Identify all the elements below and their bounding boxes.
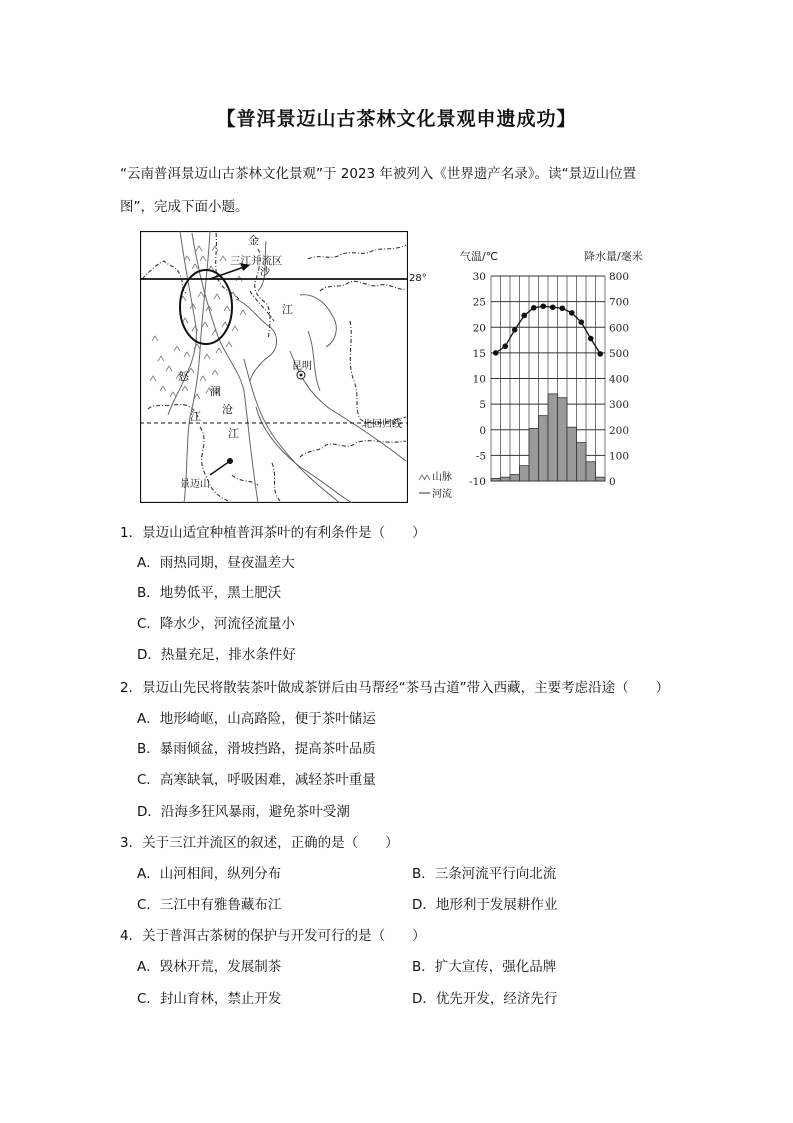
precip-bar	[510, 475, 520, 481]
q4-option-d[interactable]: D．优先开发，经济先行	[412, 991, 558, 1007]
label-tropic: 北回归线	[362, 419, 402, 430]
ylabel-right: 降水量/毫米	[584, 250, 643, 263]
ytick-left: 25	[472, 296, 486, 309]
ytick-left: 30	[472, 271, 486, 283]
temp-point	[597, 351, 603, 357]
figure	[138, 228, 698, 504]
ytick-right: 700	[609, 296, 630, 309]
q3-option-a[interactable]: A．山河相间，纵列分布	[137, 866, 282, 882]
temp-point	[550, 304, 556, 310]
label-jiang-lancang: 江	[228, 427, 239, 440]
legend-river: 河流	[432, 489, 452, 500]
label-sanjiang: 三江并流区	[230, 255, 283, 267]
ytick-right: 500	[609, 347, 630, 360]
question-2-stem: 2．景迈山先民将散装茶叶做成茶饼后由马帮经“茶马古道”带入西藏，主要考虑沿途（ ）	[120, 680, 670, 696]
q4-option-b[interactable]: B．扩大宣传，强化品牌	[412, 959, 557, 975]
ytick-left: 15	[472, 347, 486, 360]
q1-option-b[interactable]: B．地势低平，黑土肥沃	[137, 585, 282, 601]
climate-chart	[456, 246, 686, 504]
precip-bar	[567, 427, 577, 481]
question-1-stem: 1．景迈山适宜种植普洱茶叶的有利条件是（ ）	[120, 525, 426, 541]
location-map	[140, 231, 408, 503]
q1-option-c[interactable]: C．降水少，河流径流量小	[137, 616, 295, 632]
precip-bar	[596, 477, 606, 481]
precip-bar	[520, 466, 530, 481]
temp-point	[578, 319, 584, 325]
ytick-left: -10	[469, 476, 486, 488]
q4-option-a[interactable]: A．毁林开荒，发展制茶	[137, 959, 282, 975]
ytick-right: 600	[609, 322, 630, 335]
q3-option-b[interactable]: B．三条河流平行向北流	[412, 866, 557, 882]
q4-option-c[interactable]: C．封山育林，禁止开发	[137, 991, 282, 1007]
ylabel-left: 气温/℃	[460, 250, 499, 263]
temp-point	[559, 305, 565, 311]
q3-option-d[interactable]: D．地形利于发展耕作业	[412, 897, 558, 913]
ytick-right: 800	[609, 271, 630, 283]
ytick-left: -5	[475, 450, 486, 463]
page-title: 【普洱景迈山古茶林文化景观申遗成功】	[216, 108, 577, 130]
mountain-legend-icon	[419, 475, 430, 480]
ytick-left: 5	[479, 399, 486, 412]
ytick-right: 0	[609, 476, 616, 488]
ytick-right: 400	[609, 373, 630, 386]
label-jiang-jinsha: 江	[282, 303, 293, 316]
question-3-stem: 3．关于三江并流区的叙述，正确的是（ ）	[120, 835, 399, 851]
temp-point	[540, 303, 546, 309]
ytick-left: 0	[479, 424, 486, 437]
precip-bar	[529, 428, 539, 481]
label-jiang-nu: 江	[190, 410, 201, 423]
label-lan: 澜	[210, 385, 221, 398]
ytick-right: 100	[609, 450, 630, 463]
precip-bar	[539, 416, 549, 481]
q2-option-d[interactable]: D．沿海多狂风暴雨，避免茶叶受潮	[137, 804, 350, 820]
legend-mountain: 山脉	[432, 472, 452, 483]
q1-option-d[interactable]: D．热量充足，排水条件好	[137, 647, 296, 663]
temp-point	[569, 310, 575, 316]
precip-bar	[501, 477, 511, 481]
temp-point	[588, 336, 594, 342]
q2-option-b[interactable]: B．暴雨倾盆，滑坡挡路，提高茶叶品质	[137, 741, 376, 757]
label-28: 28°	[409, 273, 427, 284]
temp-point	[521, 313, 527, 319]
label-sha: 沙	[260, 267, 270, 278]
precip-bar	[548, 394, 558, 481]
intro-line-2: 图”，完成下面小题。	[120, 199, 249, 215]
label-cang: 沧	[222, 403, 233, 416]
ytick-right: 300	[609, 399, 630, 412]
ytick-left: 20	[472, 322, 486, 335]
label-jingmai: 景迈山	[180, 479, 210, 490]
label-nu: 怒	[178, 370, 189, 383]
intro-line-1: “云南普洱景迈山古茶林文化景观”于 2023 年被列入《世界遗产名录》。读“景迈山位置	[120, 166, 637, 182]
temp-point	[493, 350, 499, 356]
q3-option-c[interactable]: C．三江中有雅鲁藏布江	[137, 897, 282, 913]
label-kunming: 昆明	[292, 361, 312, 372]
ytick-right: 200	[609, 424, 630, 437]
q1-option-a[interactable]: A．雨热同期，昼夜温差大	[137, 555, 295, 571]
precip-bar	[586, 462, 596, 481]
temp-point	[531, 305, 537, 311]
precip-bar	[558, 398, 568, 481]
question-4-stem: 4．关于普洱古茶树的保护与开发可行的是（ ）	[120, 928, 426, 944]
precip-bar	[577, 443, 587, 481]
q2-option-c[interactable]: C．高寒缺氧，呼吸困难，减轻茶叶重量	[137, 772, 376, 788]
intro-paragraph	[120, 158, 680, 224]
ytick-left: 10	[472, 373, 486, 386]
temp-point	[512, 327, 518, 333]
q2-option-a[interactable]: A．地形崎岖，山高路险，便于茶叶储运	[137, 711, 376, 727]
latitude-label	[408, 270, 438, 286]
label-jin: 金	[248, 234, 259, 247]
temp-point	[502, 343, 508, 349]
precipitation-bars	[491, 394, 605, 481]
precip-bar	[491, 478, 501, 481]
